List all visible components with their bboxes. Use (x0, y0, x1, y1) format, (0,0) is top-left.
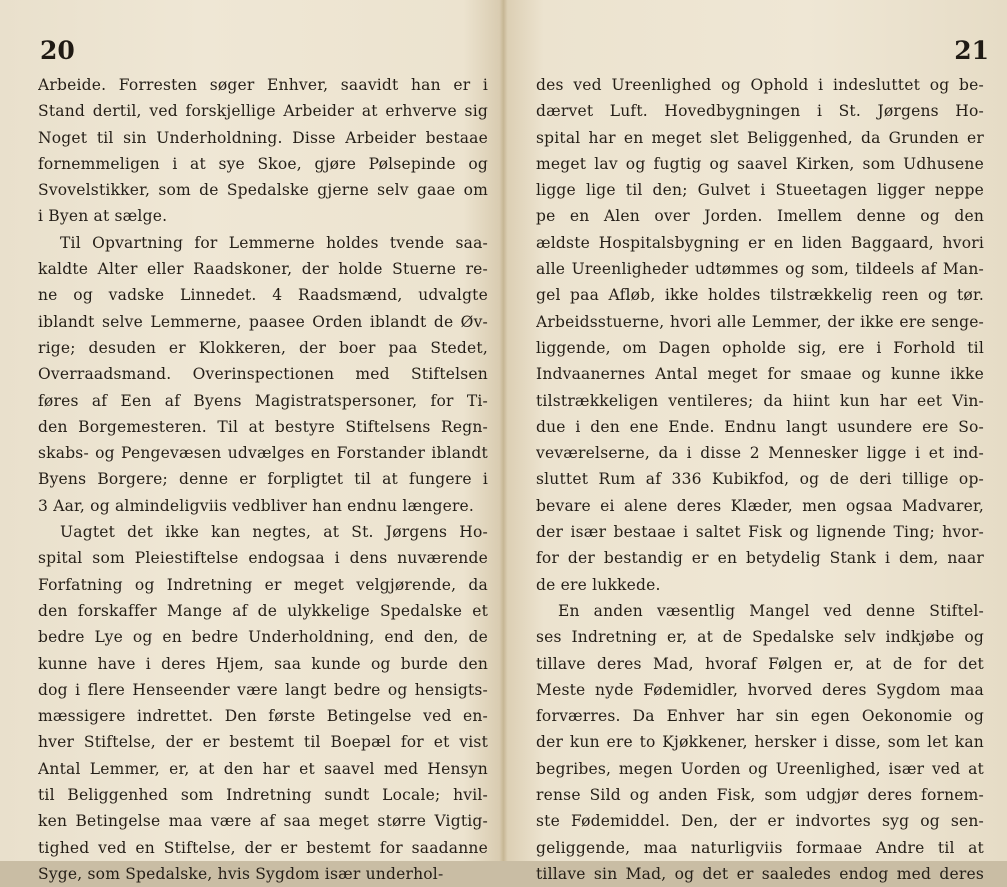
text-line: tilstrækkeligen ventileres; da hiint kun har eet Vin- (536, 391, 984, 410)
text-line: alle Ureenligheder udtømmes og som, tildeels af Man- (536, 260, 984, 279)
text-line: de ere lukkede. (536, 575, 661, 594)
text-line: for der bestandig er en betydelig Stank i dem, naar (536, 549, 984, 568)
text-line: geliggende, maa naturligviis formaae Andre til at (536, 838, 984, 857)
text-line: den Borgemesteren. Til at bestyre Stiftelsens Regn- (38, 417, 488, 436)
text-line: gel paa Afløb, ikke holdes tilstrækkelig reen og tør. (536, 286, 984, 305)
text-line: rense Sild og anden Fisk, som udgjør deres fornem- (536, 786, 984, 805)
text-line: ligge lige til den; Gulvet i Stueetagen ligger neppe (536, 181, 984, 200)
text-line: dog i flere Henseender være langt bedre og hensigts- (38, 680, 488, 699)
text-block (38, 72, 488, 887)
text-line: bedre Lye og en bedre Underholdning, end den, de (38, 628, 488, 647)
text-line: ne og vadske Linnedet. 4 Raadsmænd, udvalgte (38, 286, 488, 305)
text-line: Byens Borgere; denne er forpligtet til at fungere i (38, 470, 488, 489)
text-line: begribes, megen Uorden og Ureenlighed, især ved at (536, 759, 984, 778)
text-line: liggende, om Dagen opholde sig, ere i Forhold til (536, 338, 984, 357)
text-line: bevare ei alene deres Klæder, men ogsaa Madvarer, (536, 496, 984, 515)
text-line: spital har en meget slet Beliggenhed, da Grunden er (536, 128, 984, 147)
page-number: 20 (40, 36, 75, 65)
text-line: tillave sin Mad, og det er saaledes endog med deres (536, 864, 984, 883)
text-line: kaldte Alter eller Raadskoner, der holde Stuerne re- (38, 260, 488, 279)
text-line: tillave deres Mad, hvoraf Følgen er, at de for det (536, 654, 984, 673)
text-line: Stand dertil, ved forskjellige Arbeider at erhverve sig (38, 102, 488, 121)
page-number: 21 (954, 36, 989, 65)
text-line: spital som Pleiestiftelse endogsaa i dens nuværende (38, 549, 488, 568)
text-line: mæssigere indrettet. Den første Betingelse ved en- (38, 707, 488, 726)
text-line: i Byen at sælge. (38, 207, 168, 226)
text-line: tighed ved en Stiftelse, der er bestemt for saadanne (38, 838, 488, 857)
text-line: pe en Alen over Jorden. Imellem denne og den (536, 207, 984, 226)
text-line: des ved Ureenlighed og Ophold i indesluttet og be- (536, 76, 984, 94)
text-line: dærvet Luft. Hovedbygningen i St. Jørgens Ho- (536, 102, 984, 121)
text-line: føres af Een af Byens Magistratspersoner, for Ti- (38, 391, 488, 410)
text-line: Uagtet det ikke kan negtes, at St. Jørgens Ho- (60, 523, 488, 542)
text-line: Forfatning og Indretning er meget velgjørende, da (38, 575, 488, 594)
text-line: Til Opvartning for Lemmerne holdes tvende saa- (60, 233, 488, 252)
text-line: Syge, som Spedalske, hvis Sygdom især underhol- (38, 864, 444, 883)
text-line: En anden væsentlig Mangel ved denne Stiftel- (558, 601, 984, 620)
text-line: kunne have i deres Hjem, saa kunde og burde den (38, 654, 488, 673)
text-line: iblandt selve Lemmerne, paasee Orden iblandt de Øv- (38, 312, 488, 331)
text-line: due i den ene Ende. Endnu langt usundere ere So- (536, 417, 984, 436)
text-line: Antal Lemmer, er, at den har et saavel med Hensyn (38, 759, 488, 778)
text-line: skabs- og Pengevæsen udvælges en Forstander iblandt (38, 444, 488, 463)
text-line: ses Indretning er, at de Spedalske selv indkjøbe og (536, 628, 984, 647)
text-line: forværres. Da Enhver har sin egen Oekonomie og (536, 707, 984, 726)
text-line: veværelserne, da i disse 2 Mennesker ligge i et ind- (536, 444, 984, 463)
text-line: Meste nyde Fødemidler, hvorved deres Sygdom maa (536, 680, 984, 699)
text-line: rige; desuden er Klokkeren, der boer paa Stedet, (38, 338, 488, 357)
left-page (0, 0, 497, 883)
right-page (510, 0, 1007, 883)
text-line: den forskaffer Mange af de ulykkelige Spedalske et (38, 601, 488, 620)
text-line: fornemmeligen i at sye Skoe, gjøre Pølsepinde og (38, 154, 488, 173)
text-line: ste Fødemiddel. Den, der er indvortes syg og sen- (536, 812, 984, 831)
text-line: Indvaanernes Antal meget for smaae og kunne ikke (536, 365, 984, 384)
text-line: der kun ere to Kjøkkener, hersker i disse, som let kan (536, 733, 984, 752)
text-line: til Beliggenhed som Indretning sundt Locale; hvil- (38, 786, 488, 805)
text-block (536, 72, 984, 887)
text-line: meget lav og fugtig og saavel Kirken, som Udhusene (536, 154, 984, 173)
text-line: Overraadsmand. Overinspectionen med Stiftelsen (38, 365, 488, 384)
text-line: 3 Aar, og almindeligviis vedbliver han endnu længere. (38, 496, 475, 515)
text-line: der især bestaae i saltet Fisk og lignende Ting; hvor- (536, 523, 984, 542)
text-line: sluttet Rum af 336 Kubikfod, og de deri tillige op- (536, 470, 984, 489)
text-line: hver Stiftelse, der er bestemt til Boepæl for et vist (38, 733, 488, 752)
text-line: Svovelstikker, som de Spedalske gjerne selv gaae om (38, 181, 488, 200)
text-line: Noget til sin Underholdning. Disse Arbeider bestaae (38, 128, 488, 147)
text-line: Arbeide. Forresten søger Enhver, saavidt han er i (38, 76, 488, 94)
text-line: ken Betingelse maa være af saa meget større Vigtig- (38, 812, 488, 831)
text-line: ældste Hospitalsbygning er en liden Baggaard, hvori (536, 233, 984, 252)
text-line: Arbeidsstuerne, hvori alle Lemmer, der ikke ere senge- (536, 312, 984, 331)
